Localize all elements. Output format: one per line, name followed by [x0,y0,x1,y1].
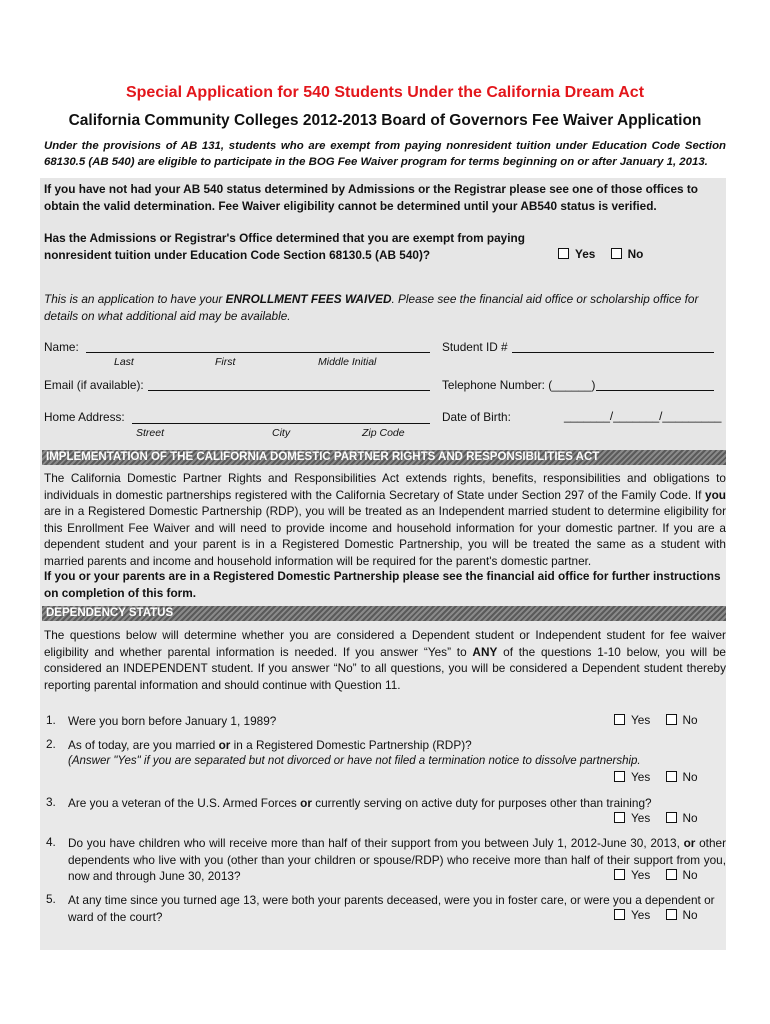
ab540-status-note: If you have not had your AB 540 status determined by Admissions or the Registrar please see one of those offices to obtain the valid determination. Fee Waiver eligibility cannot be determined until your AB540 status is verified. [44,182,699,213]
intro-text: Under the provisions of AB 131, students who are exempt from paying nonresident tuition under Education Code Section 68130.5 (AB 540) are eligible to participate in the BOG Fee Waiver program for terms beginning on or after January 1, 2013. [44,140,726,168]
q2-yes-no: Yes No [614,770,710,784]
rdp-body: The California Domestic Partner Rights and Responsibilities Act extends rights, benefits, responsibilities and obligations to individuals in domestic partnerships registered with the California Secretary of State under Section 297 of the Family Code. If you are in a Registered Domestic Partnership (RDP), you will be treated as an Independent married student to determine eligibility for this Enrollment Fee Waiver and will need to provide income and household information for your domestic partner. If you are a dependent student and your parent is in a Registered Domestic Partnership, you will be treated the same as a student with married parents and income and household information will be required for the parent's domestic partner. [44,471,726,568]
home-address-label: Home Address: [44,410,125,424]
q4-yes-no: Yes No [614,868,710,882]
q5-yes-no: Yes No [614,908,710,922]
q2-yes-checkbox[interactable] [614,771,625,782]
q2-note: (Answer "Yes" if you are separated but not divorced or have not filed a termination notice to dissolve partnership. [68,755,641,767]
q1-yes-no: Yes No [614,713,710,727]
ab540-yes-no: Yes No [558,247,655,261]
student-id-label: Student ID # [442,340,508,354]
q1-number: 1. [46,713,56,727]
q4-no-checkbox[interactable] [666,869,677,880]
rdp-note: If you or your parents are in a Registered Domestic Partnership please see the financial aid office for further instructions on completion of this form. [44,569,721,600]
ab540-no-checkbox[interactable] [611,248,622,259]
name-label: Name: [44,340,79,354]
q3-text: Are you a veteran of the U.S. Armed Forces or currently serving on active duty for purposes other than training? [68,796,652,810]
student-id-field[interactable] [512,352,714,353]
q3-yes-checkbox[interactable] [614,812,625,823]
email-field[interactable] [148,390,430,391]
ab540-question: Has the Admissions or Registrar's Office determined that you are exempt from paying nonresident tuition under Education Code Section 68130.5 (AB 540)? [44,231,525,262]
dependency-intro: The questions below will determine whether you are considered a Dependent student or Independent student for fee waiver eligibility and whether parental information is needed. If you answer “Yes” to ANY of the questions 1-10 below, you will be considered an INDEPENDENT student. If you answer “No” to all questions, you will be considered a Dependent student thereby reporting parental information and should continue with Question 11. [44,628,726,692]
email-label: Email (if available): [44,378,144,392]
q3-number: 3. [46,795,56,809]
ab540-yes-checkbox[interactable] [558,248,569,259]
address-zip-label: Zip Code [362,427,405,439]
q5-number: 5. [46,892,56,906]
form-title: California Community Colleges 2012-2013 Board of Governors Fee Waiver Application [68,112,702,129]
q5-no-checkbox[interactable] [666,909,677,920]
enrollment-note: This is an application to have your ENROLLMENT FEES WAIVED. Please see the financial aid office or scholarship office for details on what additional aid may be available. [44,292,699,323]
q2-number: 2. [46,737,56,751]
dob-label: Date of Birth: [442,410,511,424]
q4-yes-checkbox[interactable] [614,869,625,880]
q5-text: At any time since you turned age 13, were both your parents deceased, were you in foster care, or were you a dependent or ward of the court? [68,893,715,924]
address-street-label: Street [136,427,165,439]
q1-yes-checkbox[interactable] [614,714,625,725]
q4-text: Do you have children who will receive more than half of their support from you between July 1, 2012-June 30, 2013, or other dependents who live with you (other than your children or spouse/RDP) who receive more than half of their support from you, now and through June 30, 2013? [68,836,727,883]
telephone-label: Telephone Number: (______) [442,378,596,392]
q5-yes-checkbox[interactable] [614,909,625,920]
q3-yes-no: Yes No [614,811,710,825]
q2-text: As of today, are you married or in a Registered Domestic Partnership (RDP)? [68,738,472,752]
form-title-red: Special Application for 540 Students Under the California Dream Act [125,84,645,101]
dependency-heading: DEPENDENCY STATUS [42,606,726,621]
name-field[interactable] [86,352,430,353]
q4-number: 4. [46,835,56,849]
dob-field[interactable]: _______/_______/_________ [564,409,722,423]
name-last-label: Last [114,356,134,368]
telephone-field[interactable] [596,390,714,391]
name-first-label: First [215,356,236,368]
home-address-field[interactable] [132,423,430,424]
q1-no-checkbox[interactable] [666,714,677,725]
name-middle-label: Middle Initial [318,356,377,368]
address-city-label: City [272,427,291,439]
rdp-heading: IMPLEMENTATION OF THE CALIFORNIA DOMESTIC PARTNER RIGHTS AND RESPONSIBILITIES ACT [42,450,726,465]
q2-no-checkbox[interactable] [666,771,677,782]
q1-text: Were you born before January 1, 1989? [68,714,277,728]
q3-no-checkbox[interactable] [666,812,677,823]
